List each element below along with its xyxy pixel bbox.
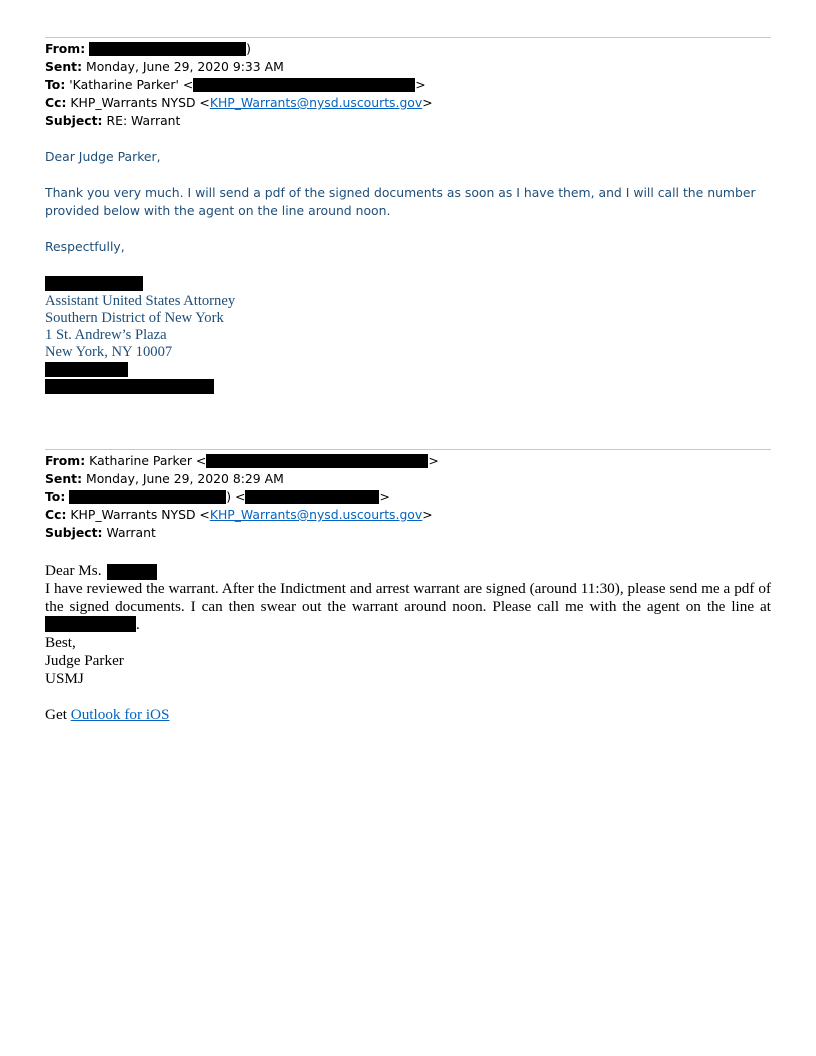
email2-subject-value: Warrant [106,525,156,540]
redaction-block [193,78,415,92]
redaction-block [89,42,246,56]
email2-greeting-line [45,562,771,580]
email2-header [45,452,439,542]
redaction-block [206,454,428,468]
email1-cc-suffix: > [422,95,433,110]
email1-subject-label: Subject: [45,113,103,128]
email2-body: I have reviewed the warrant. After the Indictment and arrest warrant are signed (around 11:30), please send me a pdf of the signed documents. I can then swear out the warrant around noon. Please call me with the agent on the line at [45,580,771,615]
signature-office: Southern District of New York [45,310,224,326]
email1-subject-row [45,112,433,130]
redaction-block [245,490,379,504]
email1-body: Thank you very much. I will send a pdf of the signed documents as soon as I have them, and I will call the number provided below with the agent on the line around noon. [45,185,756,218]
email2-from-prefix: Katharine Parker < [89,453,207,468]
email2-sign-title: USMJ [45,670,84,687]
email2-to-mid: ) < [226,489,246,504]
email2-from-label: From: [45,453,86,468]
redaction-block [45,379,214,394]
header-divider-bottom [45,449,771,450]
header-divider-top [45,37,771,38]
email1-from-label: From: [45,41,86,56]
email1-header [45,40,433,130]
signature-address-line1: 1 St. Andrew’s Plaza [45,327,167,343]
email2-cc-suffix: > [422,507,433,522]
redaction-block [69,490,226,504]
email2-from-row [45,452,439,470]
outlook-ios-link[interactable]: Outlook for iOS [70,706,170,723]
email2-body-paragraph [45,580,771,634]
email1-to-label: To: [45,77,66,92]
email1-from-suffix: ) [246,41,252,56]
email1-signature [45,293,235,361]
email2-sent-row [45,470,439,488]
email1-cc-email-link[interactable]: KHP_Warrants@nysd.uscourts.gov [209,95,423,110]
email2-closing: Best, [45,634,76,651]
email2-sign-name: Judge Parker [45,652,124,669]
email1-to-suffix: > [415,77,426,92]
email1-from-row [45,40,433,58]
email2-subject-label: Subject: [45,525,103,540]
email2-footer [45,706,771,724]
email2-to-label: To: [45,489,66,504]
email2-sent-label: Sent: [45,471,83,486]
redaction-block [107,564,157,580]
email1-to-row [45,76,433,94]
email2-spacer [45,688,771,706]
email2-cc-row [45,506,439,524]
signature-title: Assistant United States Attorney [45,293,236,309]
email1-subject-value: RE: Warrant [106,113,181,128]
redaction-block [45,616,136,632]
email2-sent-value: Monday, June 29, 2020 8:29 AM [86,471,284,486]
email2-greeting: Dear Ms. [45,562,102,579]
email1-greeting: Dear Judge Parker, [45,149,161,164]
email2-cc-prefix: KHP_Warrants NYSD < [70,507,210,522]
email1-cc-row [45,94,433,112]
signature-address-line2: New York, NY 10007 [45,344,173,360]
email2-body-end: . [136,616,140,633]
email2-footer-prefix: Get [45,706,71,723]
email2-to-suffix: > [379,489,390,504]
email2-to-row [45,488,439,506]
email1-sent-label: Sent: [45,59,83,74]
email1-to-prefix: 'Katharine Parker' < [69,77,194,92]
email1-sent-value: Monday, June 29, 2020 9:33 AM [86,59,284,74]
email2-from-suffix: > [428,453,439,468]
email2-cc-email-link[interactable]: KHP_Warrants@nysd.uscourts.gov [209,507,423,522]
email2-message [45,562,771,724]
redaction-block [45,276,143,291]
email2-cc-label: Cc: [45,507,67,522]
email1-sent-row [45,58,433,76]
redaction-block [45,362,128,377]
email1-closing: Respectfully, [45,239,125,254]
email1-cc-prefix: KHP_Warrants NYSD < [70,95,210,110]
email1-cc-label: Cc: [45,95,67,110]
email2-subject-row [45,524,439,542]
